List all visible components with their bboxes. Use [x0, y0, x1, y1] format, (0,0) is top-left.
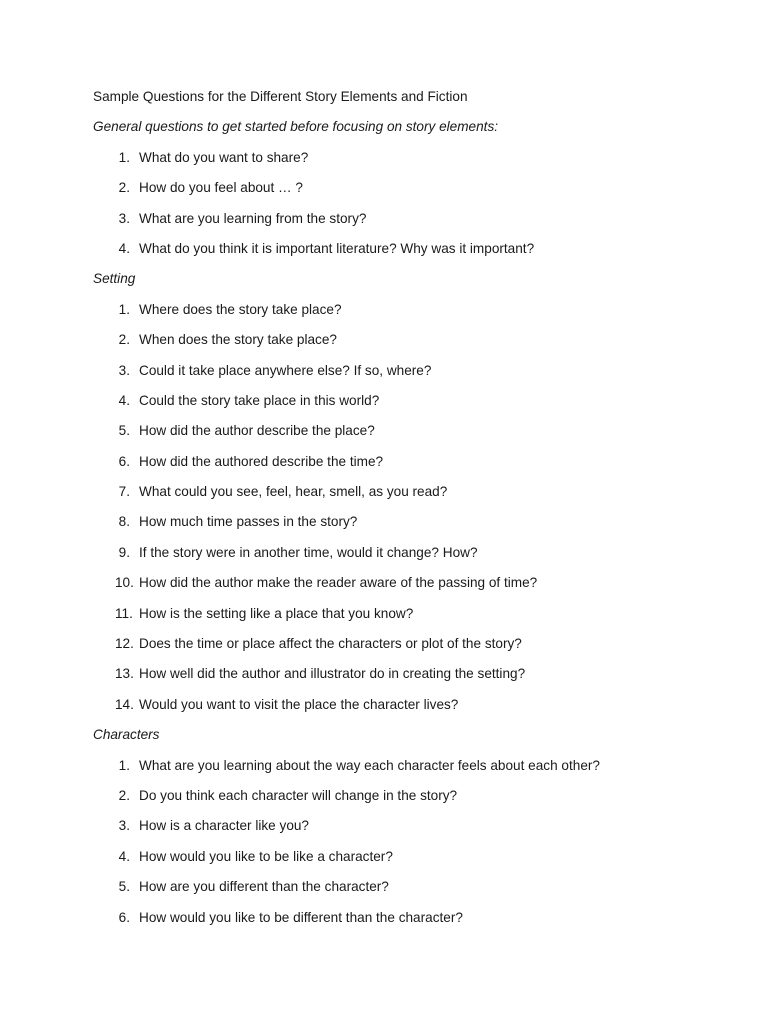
list-item — [93, 300, 733, 330]
question-text: How would you like to be different than the character? — [139, 909, 463, 925]
question-text: What do you think it is important literature? Why was it important? — [139, 240, 535, 256]
list-number: 2. — [118, 332, 130, 348]
question-text: What are you learning from the story? — [139, 210, 367, 226]
list-number: 8. — [118, 514, 130, 530]
list-number: 3. — [118, 818, 130, 834]
question-text: If the story were in another time, would it change? How? — [139, 544, 478, 560]
list-number: 1. — [118, 301, 130, 317]
list-item — [93, 512, 733, 542]
list-item — [93, 391, 733, 421]
list-number: 2. — [118, 180, 130, 196]
document-body — [93, 87, 733, 938]
list-item — [93, 452, 733, 482]
list-number: 6. — [118, 453, 130, 469]
list-item — [93, 695, 733, 725]
list-item — [93, 847, 733, 877]
list-number: 9. — [118, 544, 130, 560]
question-text: How did the authored describe the time? — [139, 453, 384, 469]
section-heading-characters: Characters — [93, 727, 160, 743]
list-number: 14. — [115, 696, 134, 712]
list-item — [93, 361, 733, 391]
list-number: 11. — [115, 605, 133, 621]
question-text: How is a character like you? — [139, 818, 309, 834]
question-text: What could you see, feel, hear, smell, as you read? — [139, 484, 448, 500]
list-number: 1. — [118, 757, 130, 773]
question-text: How do you feel about … ? — [139, 180, 303, 196]
list-item — [93, 482, 733, 512]
list-item — [93, 816, 733, 846]
list-number: 3. — [118, 210, 130, 226]
intro-line: General questions to get started before focusing on story elements: — [93, 119, 499, 135]
question-text: Do you think each character will change in the story? — [139, 787, 458, 803]
list-number: 4. — [118, 848, 130, 864]
list-number: 12. — [115, 636, 134, 652]
list-number: 4. — [118, 240, 130, 256]
question-text: How well did the author and illustrator do in creating the setting? — [139, 666, 526, 682]
list-item — [93, 178, 733, 208]
list-number: 6. — [118, 909, 130, 925]
question-text: Would you want to visit the place the character lives? — [139, 696, 459, 712]
list-item — [93, 239, 733, 269]
question-text: Does the time or place affect the characters or plot of the story? — [139, 636, 522, 652]
list-number: 3. — [118, 362, 130, 378]
list-number: 10. — [115, 575, 134, 591]
question-text: What do you want to share? — [139, 149, 309, 165]
list-item — [93, 421, 733, 451]
list-item — [93, 664, 733, 694]
question-text: Could it take place anywhere else? If so, where? — [139, 362, 432, 378]
question-text: How did the author describe the place? — [139, 423, 375, 439]
list-item — [93, 756, 733, 786]
list-item — [93, 148, 733, 178]
list-number: 2. — [118, 787, 130, 803]
question-text: Where does the story take place? — [139, 301, 342, 317]
list-number: 5. — [118, 423, 130, 439]
list-item — [93, 604, 733, 634]
list-item — [93, 908, 733, 938]
list-item — [93, 634, 733, 664]
question-text: How is the setting like a place that you know? — [139, 605, 414, 621]
list-item — [93, 330, 733, 360]
list-item — [93, 786, 733, 816]
list-item — [93, 877, 733, 907]
list-number: 13. — [115, 666, 134, 682]
document-title: Sample Questions for the Different Story Elements and Fiction — [93, 89, 468, 104]
question-text: How much time passes in the story? — [139, 514, 358, 530]
question-text: How would you like to be like a character? — [139, 848, 393, 864]
question-text: When does the story take place? — [139, 332, 337, 348]
list-number: 1. — [118, 149, 130, 165]
section-heading-setting: Setting — [93, 271, 136, 287]
list-number: 5. — [118, 879, 130, 895]
question-text: How did the author make the reader aware of the passing of time? — [139, 575, 538, 591]
question-text: What are you learning about the way each character feels about each other? — [139, 757, 600, 773]
list-item — [93, 543, 733, 573]
question-text: Could the story take place in this world? — [139, 392, 380, 408]
question-text: How are you different than the character? — [139, 879, 389, 895]
list-item — [93, 209, 733, 239]
list-number: 4. — [118, 392, 130, 408]
list-item — [93, 573, 733, 603]
list-number: 7. — [118, 484, 130, 500]
